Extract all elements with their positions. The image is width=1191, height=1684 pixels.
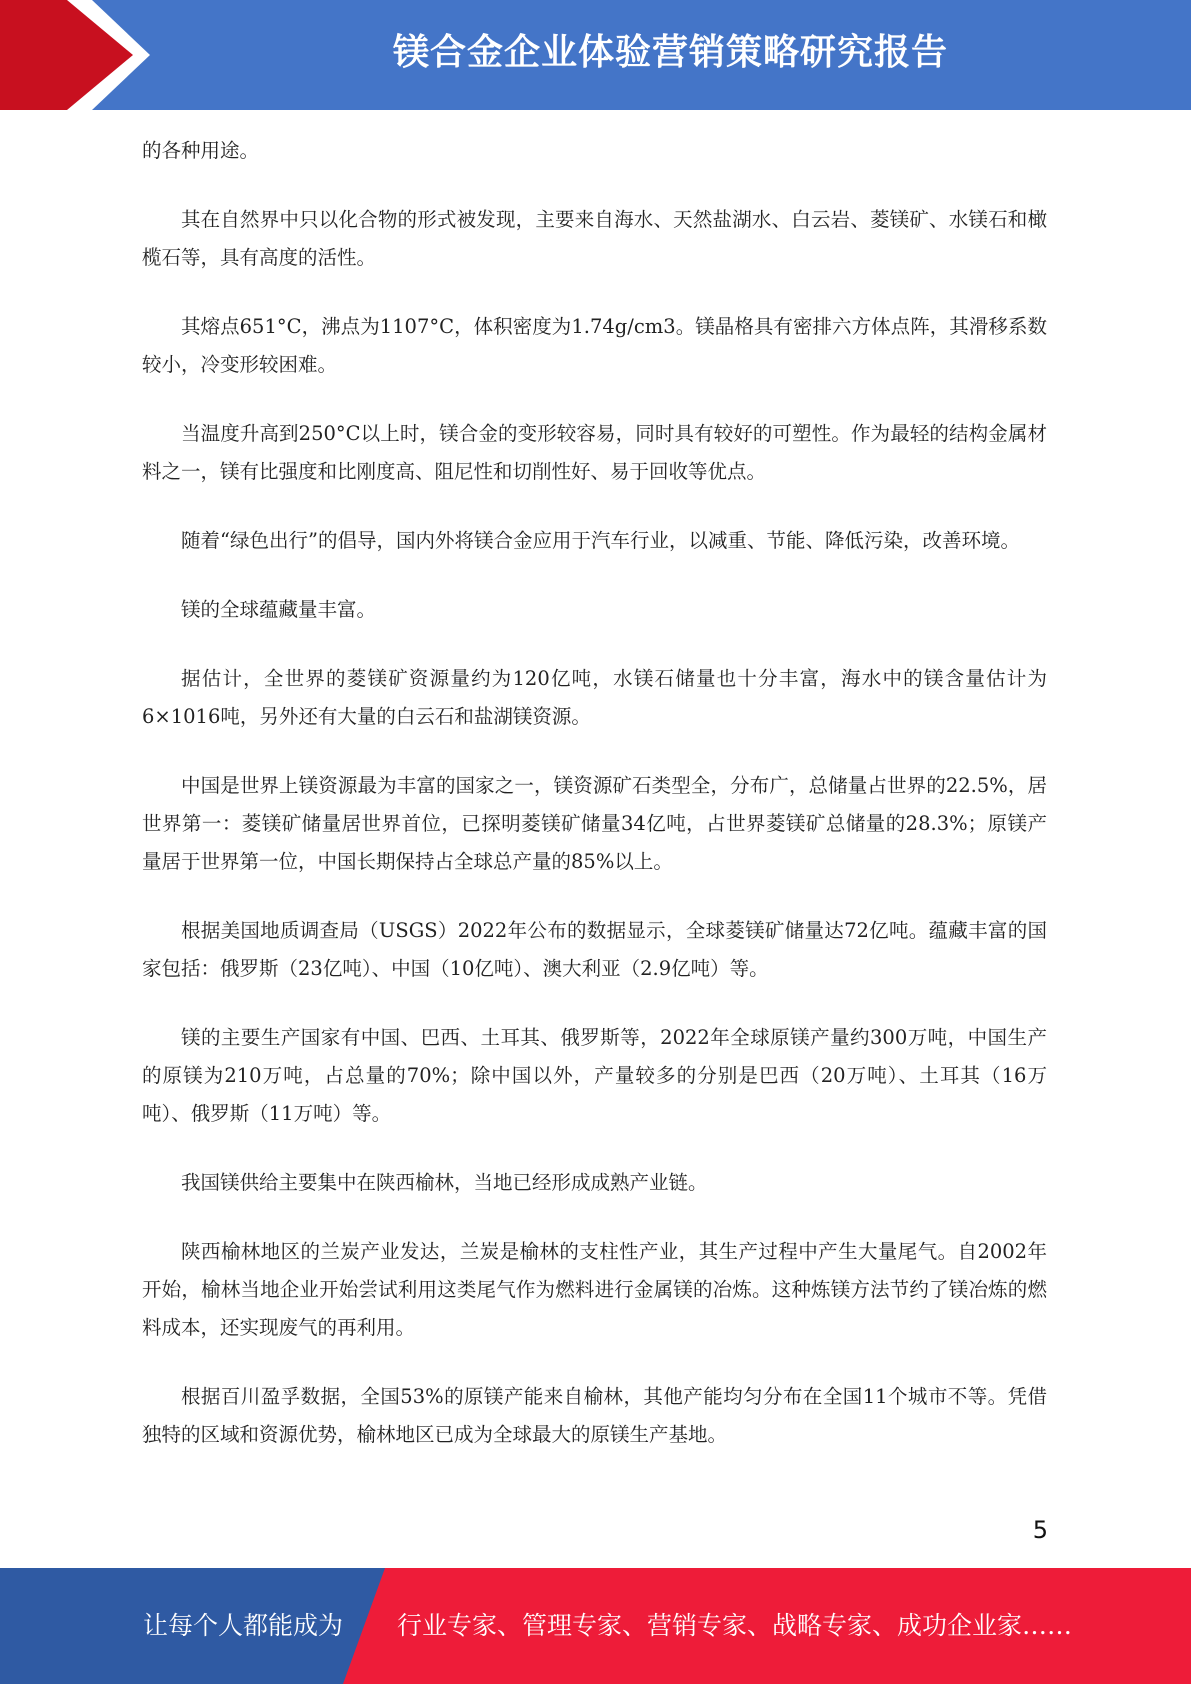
page-header xyxy=(0,0,1191,110)
paragraph-8: 中国是世界上镁资源最为丰富的国家之一，镁资源矿石类型全，分布广，总储量占世界的22.5%，居世界第一：菱镁矿储量居世界首位，已探明菱镁矿储量34亿吨，占世界菱镁矿总储量的28.3%；原镁产量居于世界第一位，中国长期保持占全球总产量的85%以上。 xyxy=(142,774,1047,873)
paragraph-10: 镁的主要生产国家有中国、巴西、土耳其、俄罗斯等，2022年全球原镁产量约300万吨，中国生产的原镁为210万吨，占总量的70%；除中国以外，产量较多的分别是巴西（20万吨）、土耳其（16万吨）、俄罗斯（11万吨）等。 xyxy=(142,1026,1047,1125)
paragraph-11: 我国镁供给主要集中在陕西榆林，当地已经形成成熟产业链。 xyxy=(181,1171,708,1194)
paragraph-4: 当温度升高到250°C以上时，镁合金的变形较容易，同时具有较好的可塑性。作为最轻的结构金属材料之一，镁有比强度和比刚度高、阻尼性和切削性好、易于回收等优点。 xyxy=(142,422,1047,483)
paragraph-7: 据估计，全世界的菱镁矿资源量约为120亿吨，水镁石储量也十分丰富，海水中的镁含量估计为6×1016吨，另外还有大量的白云石和盐湖镁资源。 xyxy=(142,667,1047,728)
paragraph-3: 其熔点651°C，沸点为1107°C，体积密度为1.74g/cm3。镁晶格具有密排六方体点阵，其滑移系数较小，冷变形较困难。 xyxy=(142,315,1047,376)
page-number: 5 xyxy=(1032,1516,1048,1544)
document-title: 镁合金企业体验营销策略研究报告 xyxy=(392,32,948,73)
paragraph-9: 根据美国地质调查局（USGS）2022年公布的数据显示，全球菱镁矿储量达72亿吨。蕴藏丰富的国家包括：俄罗斯（23亿吨）、中国（10亿吨）、澳大利亚（2.9亿吨）等。 xyxy=(142,919,1047,980)
paragraph-6: 镁的全球蕴藏量丰富。 xyxy=(181,598,377,621)
paragraph-1: 的各种用途。 xyxy=(142,139,260,162)
paragraph-13: 根据百川盈孚数据，全国53%的原镁产能来自榆林，其他产能均匀分布在全国11个城市不等。凭借独特的区域和资源优势，榆林地区已成为全球最大的原镁生产基地。 xyxy=(142,1385,1047,1446)
paragraph-2: 其在自然界中只以化合物的形式被发现，主要来自海水、天然盐湖水、白云岩、菱镁矿、水镁石和橄榄石等，具有高度的活性。 xyxy=(142,208,1047,269)
document-body xyxy=(142,132,1047,1485)
footer-slogan-left: 让每个人都能成为 xyxy=(143,1611,344,1640)
paragraph-5: 随着“绿色出行”的倡导，国内外将镁合金应用于汽车行业，以减重、节能、降低污染，改善环境。 xyxy=(181,529,1020,552)
paragraph-12: 陕西榆林地区的兰炭产业发达，兰炭是榆林的支柱性产业，其生产过程中产生大量尾气。自2002年开始，榆林当地企业开始尝试利用这类尾气作为燃料进行金属镁的冶炼。这种炼镁方法节约了镁冶炼的燃料成本，还实现废气的再利用。 xyxy=(142,1240,1047,1339)
footer-slogan-right: 行业专家、管理专家、营销专家、战略专家、成功企业家…… xyxy=(397,1611,1073,1640)
page-footer xyxy=(0,1568,1191,1684)
